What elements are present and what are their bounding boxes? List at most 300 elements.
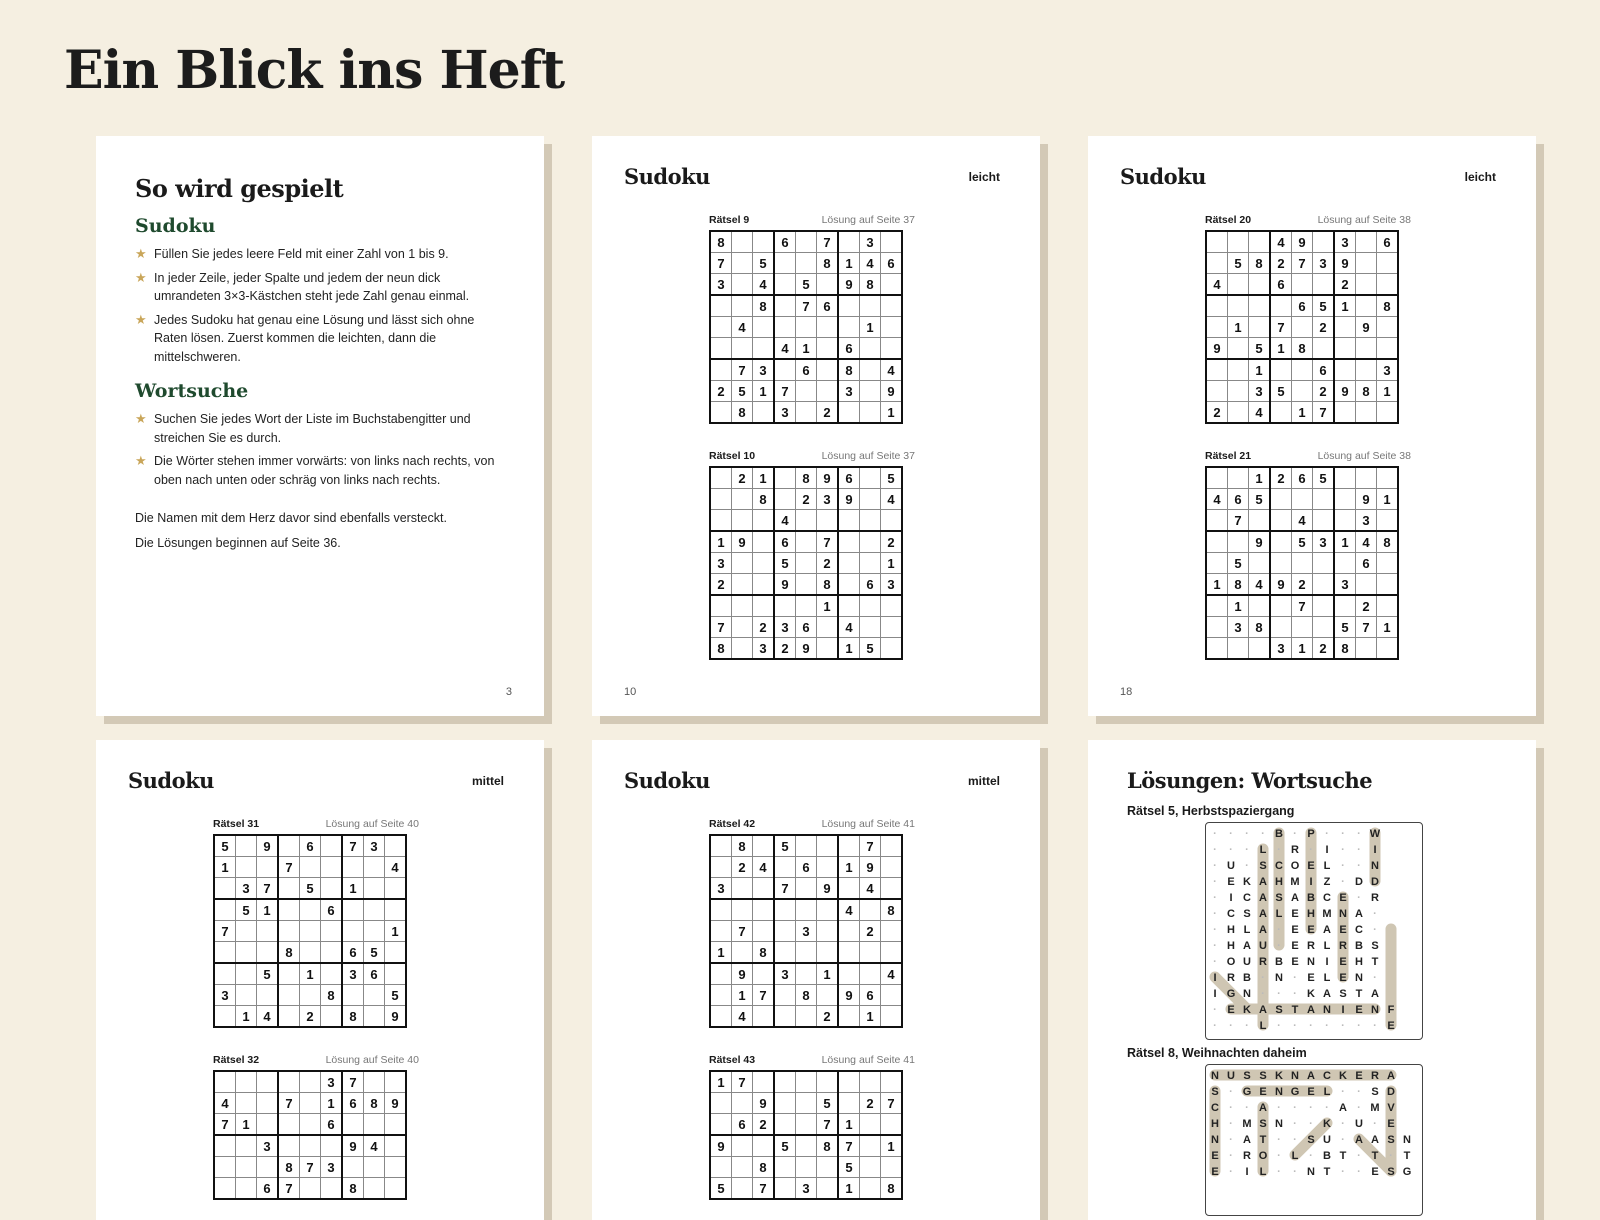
- sudoku-cell: [364, 921, 385, 942]
- wordsearch-letter: L: [1323, 940, 1331, 952]
- sudoku-cell: 6: [364, 963, 385, 985]
- sudoku-cell: [710, 1006, 732, 1028]
- sudoku-cell: 5: [796, 274, 817, 296]
- sudoku-cell: 3: [817, 489, 839, 510]
- sudoku-cell: [1270, 510, 1292, 532]
- wordsearch-letter: S: [1243, 1070, 1251, 1082]
- sudoku-cell: [796, 1135, 817, 1157]
- sudoku-cell: [278, 921, 300, 942]
- sudoku-cell: [342, 1157, 364, 1178]
- sudoku-cell: [796, 231, 817, 253]
- sudoku-cell: [774, 1093, 796, 1114]
- sudoku-cell: 5: [774, 835, 796, 857]
- sudoku-cell: 1: [1249, 467, 1271, 489]
- solution-reference: Lösung auf Seite 38: [1317, 214, 1411, 226]
- sudoku-cell: [1206, 531, 1228, 553]
- sudoku-cell: 2: [300, 1006, 321, 1028]
- sudoku-cell: [1356, 338, 1377, 360]
- wordsearch-letter: ·: [1213, 924, 1217, 936]
- puzzle-number: Rätsel 10: [709, 450, 756, 462]
- sudoku-cell: 4: [1292, 510, 1313, 532]
- puzzle-label-row: [709, 214, 915, 228]
- sudoku-cell: 9: [385, 1093, 407, 1114]
- sudoku-cell: 4: [881, 963, 903, 985]
- wordsearch-letter: ·: [1293, 1134, 1297, 1146]
- wordsearch-letter: W: [1369, 828, 1381, 840]
- sudoku-cell: [796, 553, 817, 574]
- sudoku-cell: [860, 1178, 881, 1200]
- sudoku-page-title: Sudoku: [624, 164, 710, 189]
- sudoku-cell: [1228, 359, 1249, 381]
- sudoku-cell: [1292, 617, 1313, 638]
- wordsearch-letter: I: [1341, 1004, 1345, 1016]
- sudoku-page-preview[interactable]: [592, 740, 1040, 1220]
- sudoku-cell: 9: [710, 1135, 732, 1157]
- sudoku-cell: [753, 317, 775, 338]
- sudoku-cell: [796, 317, 817, 338]
- sudoku-cell: 3: [753, 638, 775, 660]
- wordsearch-letter: ·: [1229, 1166, 1233, 1178]
- wordsearch-svg: [1206, 823, 1422, 1039]
- sudoku-cell: [710, 467, 732, 489]
- sudoku-cell: 4: [1270, 231, 1292, 253]
- sudoku-cell: [1228, 467, 1249, 489]
- sudoku-cell: [385, 1178, 407, 1200]
- sudoku-cell: [860, 1114, 881, 1136]
- sudoku-cell: 5: [1270, 381, 1292, 402]
- wordsearch-grid: [1205, 822, 1423, 1040]
- wordsearch-letter: E: [1211, 1150, 1219, 1162]
- sudoku-cell: [817, 317, 839, 338]
- sudoku-cell: 7: [257, 878, 279, 900]
- difficulty-label: leicht: [968, 170, 1000, 184]
- sudoku-cell: 2: [1206, 402, 1228, 424]
- wordsearch-letter: ·: [1213, 1020, 1217, 1032]
- sudoku-cell: [710, 510, 732, 532]
- wordsearch-letter: M: [1322, 908, 1332, 920]
- sudoku-cell: [817, 921, 839, 942]
- sudoku-cell: [300, 857, 321, 878]
- wordsearch-letter: ·: [1277, 1102, 1281, 1114]
- sudoku-puzzle: [709, 1054, 915, 1200]
- wordsearch-letter: ·: [1213, 892, 1217, 904]
- sudoku-cell: 6: [860, 985, 881, 1006]
- sudoku-cell: [1206, 510, 1228, 532]
- sudoku-cell: 8: [1377, 531, 1399, 553]
- sudoku-cell: [342, 921, 364, 942]
- sudoku-cell: 1: [321, 1093, 343, 1114]
- sudoku-cell: [1377, 338, 1399, 360]
- sudoku-cell: [1377, 574, 1399, 596]
- wordsearch-letter: ·: [1277, 988, 1281, 1000]
- sudoku-cell: [321, 963, 343, 985]
- sudoku-cell: 8: [1249, 253, 1271, 274]
- sudoku-cell: 5: [710, 1178, 732, 1200]
- wordsearch-letter: ·: [1261, 988, 1265, 1000]
- sudoku-cell: [1377, 638, 1399, 660]
- sudoku-cell: [1377, 317, 1399, 338]
- sudoku-cell: [1249, 553, 1271, 574]
- sudoku-cell: 3: [364, 835, 385, 857]
- sudoku-cell: 8: [1249, 617, 1271, 638]
- wordsearch-letter: H: [1211, 1118, 1219, 1130]
- sudoku-cell: [796, 253, 817, 274]
- sudoku-cell: [817, 638, 839, 660]
- wordsearch-letter: ·: [1213, 876, 1217, 888]
- sudoku-cell: [1356, 295, 1377, 317]
- sudoku-cell: [838, 595, 860, 617]
- wordsearch-letter: B: [1275, 828, 1283, 840]
- wordsearch-letter: E: [1355, 1070, 1363, 1082]
- sudoku-cell: [732, 553, 753, 574]
- sudoku-cell: [236, 857, 257, 878]
- sudoku-cell: 2: [732, 467, 753, 489]
- wordsearch-letter: V: [1387, 1102, 1395, 1114]
- sudoku-cell: [364, 857, 385, 878]
- wordsearch-letter: ·: [1245, 1102, 1249, 1114]
- wordsearch-letter: ·: [1293, 1102, 1297, 1114]
- solution-reference: Lösung auf Seite 40: [325, 818, 419, 830]
- wordsearch-letter: N: [1307, 1166, 1315, 1178]
- sudoku-cell: [1292, 553, 1313, 574]
- rules-page-preview[interactable]: [96, 136, 544, 716]
- wordsearch-letter: ·: [1245, 1020, 1249, 1032]
- sudoku-cell: 6: [342, 942, 364, 964]
- sudoku-cell: 1: [214, 857, 236, 878]
- wordsearch-letter: D: [1387, 1086, 1395, 1098]
- wordsearch-letter: I: [1325, 956, 1329, 968]
- wordsearch-letter: L: [1243, 924, 1251, 936]
- sudoku-cell: 2: [774, 638, 796, 660]
- wordsearch-letter: ·: [1357, 1166, 1361, 1178]
- wordsearch-letter: S: [1371, 940, 1379, 952]
- sudoku-cell: [1313, 595, 1335, 617]
- sudoku-cell: [753, 878, 775, 900]
- sudoku-cell: 8: [1292, 338, 1313, 360]
- sudoku-cell: [1377, 510, 1399, 532]
- sudoku-cell: 8: [321, 985, 343, 1006]
- wordsearch-letter: U: [1227, 1070, 1235, 1082]
- solution-reference: Lösung auf Seite 41: [821, 818, 915, 830]
- sudoku-cell: [300, 921, 321, 942]
- sudoku-header: [128, 768, 504, 802]
- sudoku-cell: [300, 942, 321, 964]
- wordsearch-letter: ·: [1373, 908, 1377, 920]
- sudoku-cell: 4: [881, 489, 903, 510]
- sudoku-cell: [1249, 317, 1271, 338]
- sudoku-cell: [710, 985, 732, 1006]
- sudoku-page-preview[interactable]: [1088, 136, 1536, 716]
- sudoku-cell: [364, 1071, 385, 1093]
- sudoku-cell: 3: [1313, 531, 1335, 553]
- sudoku-cell: 1: [236, 1006, 257, 1028]
- sudoku-cell: 9: [1292, 231, 1313, 253]
- wordsearch-letter: I: [1245, 1166, 1249, 1178]
- sudoku-cell: 6: [1356, 553, 1377, 574]
- sudoku-cell: [214, 1071, 236, 1093]
- sudoku-cell: 7: [796, 295, 817, 317]
- wordsearch-letter: Z: [1323, 876, 1331, 888]
- sudoku-cell: 6: [257, 1178, 279, 1200]
- wordsearch-letter: F: [1387, 1004, 1395, 1016]
- sudoku-cell: [1270, 595, 1292, 617]
- wordsearch-letter: L: [1275, 908, 1283, 920]
- sudoku-cell: [838, 942, 860, 964]
- wordsearch-letter: ·: [1213, 940, 1217, 952]
- sudoku-grid: [709, 230, 903, 424]
- star-icon: ★: [135, 411, 147, 426]
- star-icon: ★: [135, 269, 147, 285]
- sudoku-cell: [732, 231, 753, 253]
- sudoku-cell: 7: [300, 1157, 321, 1178]
- sudoku-cell: 1: [1377, 489, 1399, 510]
- sudoku-cell: 3: [860, 231, 881, 253]
- sudoku-cell: [300, 1135, 321, 1157]
- sudoku-cell: 4: [385, 857, 407, 878]
- sudoku-cell: [860, 1071, 881, 1093]
- sudoku-cell: 2: [732, 857, 753, 878]
- sudoku-cell: [1334, 359, 1356, 381]
- sudoku-cell: 4: [1206, 274, 1228, 296]
- rules-section-title: Wortsuche: [135, 380, 249, 402]
- rule-item: ★ Jedes Sudoku hat genau eine Lösung und lässt sich ohne Raten lösen. Zuerst kommen die leichten, dann die mittelschweren.: [135, 311, 475, 364]
- sudoku-cell: 9: [1249, 531, 1271, 553]
- sudoku-cell: 8: [753, 1157, 775, 1178]
- wordsearch-letter: A: [1291, 892, 1299, 904]
- sudoku-cell: [753, 231, 775, 253]
- wordsearch-letter: ·: [1341, 844, 1345, 856]
- sudoku-cell: 5: [1249, 489, 1271, 510]
- sudoku-cell: [236, 1157, 257, 1178]
- wordsearch-letter: ·: [1229, 1102, 1233, 1114]
- sudoku-cell: [236, 942, 257, 964]
- sudoku-cell: [838, 963, 860, 985]
- sudoku-cell: 7: [278, 857, 300, 878]
- sudoku-cell: [774, 317, 796, 338]
- wordsearch-letter: I: [1373, 844, 1377, 856]
- wordsearch-letter: S: [1243, 908, 1251, 920]
- sudoku-puzzle: [709, 450, 915, 660]
- sudoku-cell: 6: [1292, 295, 1313, 317]
- sudoku-cell: 5: [817, 1093, 839, 1114]
- wordsearch-letter: ·: [1341, 1118, 1345, 1130]
- wordsearch-letter: ·: [1341, 1166, 1345, 1178]
- solution-reference: Lösung auf Seite 37: [821, 214, 915, 226]
- sudoku-cell: [1228, 231, 1249, 253]
- sudoku-cell: [710, 359, 732, 381]
- sudoku-cell: [278, 1006, 300, 1028]
- sudoku-cell: [257, 1157, 279, 1178]
- wordsearch-letter: S: [1259, 1118, 1267, 1130]
- sudoku-cell: 7: [710, 617, 732, 638]
- sudoku-cell: [1334, 402, 1356, 424]
- sudoku-cell: [1356, 638, 1377, 660]
- wordsearch-letter: ·: [1293, 988, 1297, 1000]
- sudoku-cell: [300, 1178, 321, 1200]
- wordsearch-letter: S: [1275, 892, 1283, 904]
- sudoku-cell: [860, 617, 881, 638]
- wordsearch-letter: ·: [1293, 1020, 1297, 1032]
- sudoku-cell: [796, 942, 817, 964]
- sudoku-cell: [710, 595, 732, 617]
- sudoku-cell: [236, 985, 257, 1006]
- sudoku-cell: [860, 595, 881, 617]
- sudoku-cell: 8: [1334, 638, 1356, 660]
- sudoku-cell: 8: [342, 1178, 364, 1200]
- wordsearch-letter: T: [1403, 1150, 1411, 1162]
- wordsearch-letter: T: [1259, 1134, 1267, 1146]
- sudoku-cell: 5: [1334, 617, 1356, 638]
- sudoku-cell: 2: [817, 553, 839, 574]
- sudoku-cell: [881, 295, 903, 317]
- wordsearch-letter: A: [1307, 1004, 1315, 1016]
- wordsearch-letter: H: [1307, 908, 1315, 920]
- sudoku-cell: 2: [860, 921, 881, 942]
- sudoku-cell: [1206, 253, 1228, 274]
- sudoku-cell: [860, 338, 881, 360]
- sudoku-cell: 9: [860, 857, 881, 878]
- sudoku-cell: 3: [1356, 510, 1377, 532]
- sudoku-cell: [214, 1135, 236, 1157]
- sudoku-cell: [1206, 381, 1228, 402]
- wordsearch-letter: S: [1259, 860, 1267, 872]
- sudoku-cell: [1334, 553, 1356, 574]
- wordsearch-letter: E: [1291, 908, 1299, 920]
- wordsearch-solutions-preview[interactable]: [1088, 740, 1536, 1220]
- sudoku-cell: [1249, 274, 1271, 296]
- sudoku-cell: [1270, 402, 1292, 424]
- sudoku-cell: 3: [321, 1157, 343, 1178]
- wordsearch-letter: B: [1275, 956, 1283, 968]
- sudoku-cell: 3: [214, 985, 236, 1006]
- wordsearch-letter: E: [1339, 956, 1347, 968]
- wordsearch-letter: ·: [1389, 1150, 1393, 1162]
- sudoku-cell: 1: [1334, 295, 1356, 317]
- sudoku-cell: [753, 595, 775, 617]
- sudoku-cell: 5: [1292, 531, 1313, 553]
- sudoku-cell: [1313, 617, 1335, 638]
- sudoku-cell: [732, 295, 753, 317]
- sudoku-cell: [817, 899, 839, 921]
- wordsearch-letter: ·: [1277, 940, 1281, 952]
- sudoku-cell: [881, 638, 903, 660]
- sudoku-cell: [881, 857, 903, 878]
- sudoku-cell: 1: [753, 467, 775, 489]
- sudoku-cell: [1356, 253, 1377, 274]
- sudoku-cell: 1: [1334, 531, 1356, 553]
- sudoku-cell: 8: [732, 835, 753, 857]
- rules-section-title: Sudoku: [135, 215, 216, 237]
- sudoku-cell: 5: [838, 1157, 860, 1178]
- wordsearch-letter: ·: [1213, 956, 1217, 968]
- sudoku-cell: [796, 899, 817, 921]
- sudoku-cell: 7: [838, 1135, 860, 1157]
- sudoku-cell: [881, 595, 903, 617]
- wordsearch-letter: A: [1259, 908, 1267, 920]
- sudoku-cell: 4: [1206, 489, 1228, 510]
- sudoku-cell: 7: [710, 253, 732, 274]
- sudoku-cell: [278, 1071, 300, 1093]
- sudoku-cell: [881, 942, 903, 964]
- sudoku-cell: [257, 1071, 279, 1093]
- sudoku-cell: 6: [1313, 359, 1335, 381]
- sudoku-cell: [796, 963, 817, 985]
- sudoku-cell: [214, 878, 236, 900]
- sudoku-cell: [838, 317, 860, 338]
- sudoku-cell: [774, 253, 796, 274]
- sudoku-header: [1120, 164, 1496, 198]
- sudoku-cell: [385, 1135, 407, 1157]
- sudoku-cell: [385, 878, 407, 900]
- sudoku-cell: 5: [1228, 553, 1249, 574]
- sudoku-cell: [774, 1006, 796, 1028]
- sudoku-cell: [838, 878, 860, 900]
- sudoku-cell: [774, 595, 796, 617]
- wordsearch-letter: E: [1387, 1118, 1395, 1130]
- sudoku-cell: [364, 1178, 385, 1200]
- wordsearch-letter: N: [1291, 1070, 1299, 1082]
- sudoku-cell: [1206, 467, 1228, 489]
- sudoku-cell: [753, 921, 775, 942]
- star-icon: ★: [135, 453, 147, 468]
- sudoku-cell: 8: [1377, 295, 1399, 317]
- sudoku-cell: 4: [364, 1135, 385, 1157]
- sudoku-cell: [860, 402, 881, 424]
- sudoku-cell: 1: [1206, 574, 1228, 596]
- sudoku-cell: [838, 921, 860, 942]
- sudoku-cell: 9: [1356, 489, 1377, 510]
- puzzle-label-row: [709, 1054, 915, 1068]
- wordsearch-letter: ·: [1357, 860, 1361, 872]
- sudoku-cell: [710, 835, 732, 857]
- wordsearch-letter: ·: [1245, 844, 1249, 856]
- sudoku-cell: [710, 295, 732, 317]
- sudoku-cell: 5: [1313, 467, 1335, 489]
- sudoku-page-preview[interactable]: [96, 740, 544, 1220]
- sudoku-cell: [881, 510, 903, 532]
- sudoku-page-preview[interactable]: [592, 136, 1040, 716]
- sudoku-grid: [709, 466, 903, 660]
- rules-list: [135, 245, 504, 366]
- sudoku-cell: 7: [774, 878, 796, 900]
- wordsearch-letter: ·: [1357, 1086, 1361, 1098]
- sudoku-cell: 6: [860, 574, 881, 596]
- sudoku-cell: 9: [385, 1006, 407, 1028]
- sudoku-cell: 1: [881, 402, 903, 424]
- sudoku-cell: [1206, 359, 1228, 381]
- sudoku-cell: 7: [278, 1093, 300, 1114]
- puzzle-number: Rätsel 9: [709, 214, 750, 226]
- sudoku-cell: 1: [1270, 338, 1292, 360]
- wordsearch-letter: T: [1371, 1150, 1379, 1162]
- wordsearch-letter: N: [1339, 908, 1347, 920]
- sudoku-cell: 7: [753, 1178, 775, 1200]
- sudoku-cell: 4: [860, 878, 881, 900]
- wordsearch-letter: ·: [1309, 1102, 1313, 1114]
- sudoku-cell: [881, 1114, 903, 1136]
- rules-title: So wird gespielt: [135, 174, 344, 203]
- sudoku-cell: 4: [1249, 402, 1271, 424]
- sudoku-puzzle: [709, 214, 915, 424]
- sudoku-cell: 3: [321, 1071, 343, 1093]
- sudoku-cell: [342, 1114, 364, 1136]
- sudoku-cell: [817, 942, 839, 964]
- wordsearch-letter: L: [1323, 972, 1331, 984]
- wordsearch-letter: C: [1211, 1102, 1219, 1114]
- sudoku-cell: [1356, 359, 1377, 381]
- sudoku-cell: [753, 510, 775, 532]
- wordsearch-letter: L: [1259, 1166, 1267, 1178]
